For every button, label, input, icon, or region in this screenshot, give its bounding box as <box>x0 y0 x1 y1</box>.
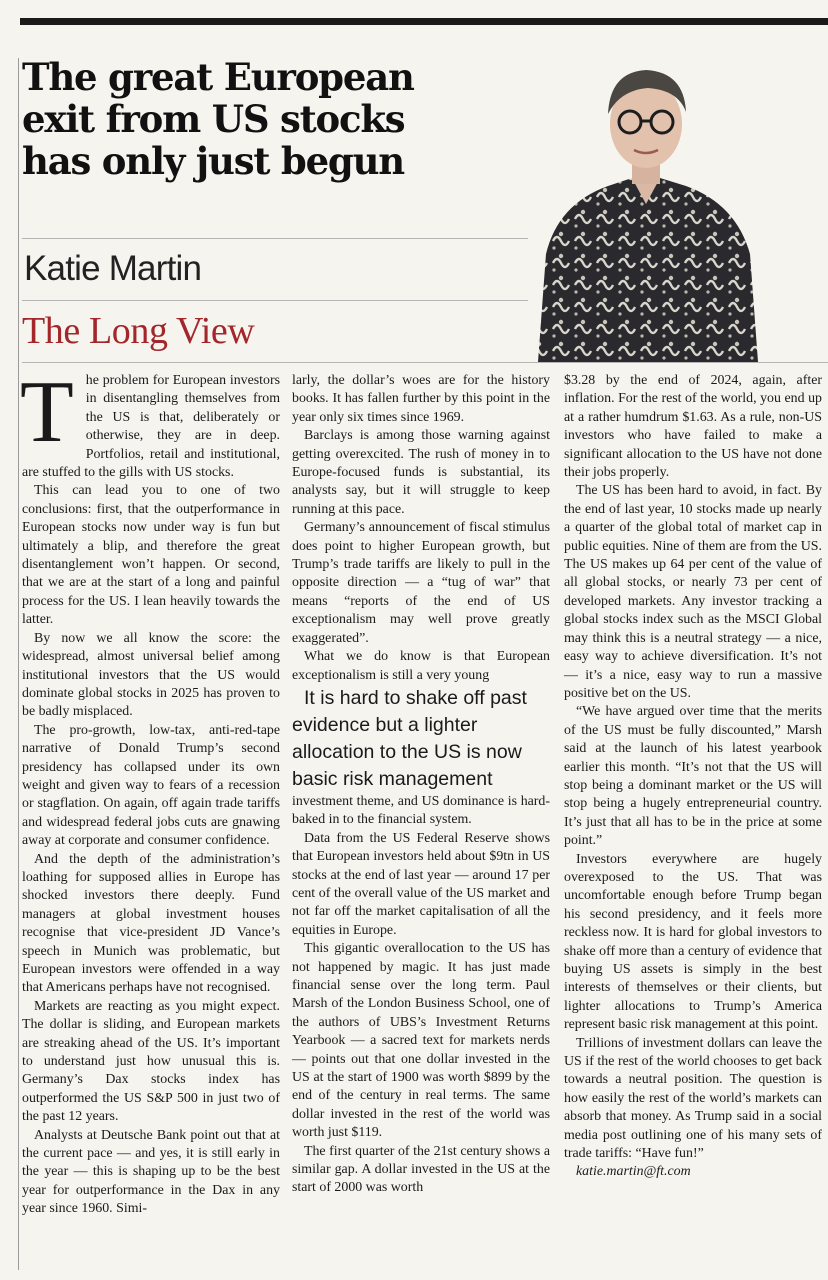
author-portrait <box>528 54 764 362</box>
column-name: The Long View <box>22 310 255 352</box>
author-email: katie.martin@ft.com <box>576 1164 691 1180</box>
paragraph: Barclays is among those warning against getting overexcited. The rush of money in to Europe-focused funds is substantial, its analysts say, but it will struggle to keep running at this pace. <box>292 428 550 517</box>
left-margin-rule <box>18 58 19 1270</box>
divider <box>22 238 528 239</box>
paragraph: Markets are reacting as you might expect. The dollar is sliding, and European markets are streaking ahead of the US. It’s important to understand just how unusual this is. Germany’s Dax stocks index has outperformed the US S&P 500 in just two of the past 12 years. <box>22 998 280 1125</box>
article-headline: The great European exit from US stocks has only just begun <box>22 55 414 183</box>
drop-cap: T <box>20 364 74 461</box>
article-column-2 <box>292 372 550 1198</box>
paragraph: Data from the US Federal Reserve shows that European investors held about $9tn in US stocks at the end of last year — around 17 per cent of the overall value of the US market and not far off the market capitalisation of all the equities in Europe. <box>292 830 550 938</box>
paragraph: The first quarter of the 21st century shows a similar gap. A dollar invested in the US at the start of 2000 was worth <box>292 1143 550 1196</box>
top-rule <box>20 18 828 25</box>
paragraph: This gigantic overallocation to the US has not happened by magic. It has just made financial sense over the long term. Paul Marsh of the London Business School, one of the authors of UBS’s Investment Returns Yearbook — a sacred text for markets nerds — points out that one dollar invested in the US at the start of 1900 was worth $899 by the end of the century in real terms. The same dollar invested in the rest of the world was worth just $119. <box>292 941 550 1141</box>
paragraph: The pro-growth, low-tax, anti-red-tape narrative of Donald Trump’s second presidency has collapsed under its own weight and given way to fears of a recession or stagflation. On again, off again trade tariffs and widespread federal jobs cuts are gnawing away at corporate and consumer confidence. <box>22 722 280 849</box>
pull-quote: It is hard to shake off past evidence but a lighter allocation to the US is now basic risk management <box>292 686 527 790</box>
paragraph: investment theme, and US dominance is hard-baked in to the financial system. <box>292 793 550 828</box>
article-column-1 <box>20 364 280 1219</box>
paragraph: Investors everywhere are hugely overexposed to the US. That was uncomfortable enough before Trump began his second presidency, and it feels more reckless now. It is hard for global investors to shake off more than a century of evidence that buying US assets is simply in the best interests of themselves or their clients, but lighter allocations to Trump’s America represent basic risk management at this point. <box>564 851 822 1033</box>
article-column-3 <box>564 372 822 1182</box>
paragraph: This can lead you to one of two conclusions: first, that the outperformance in European stocks now under way is fun but ultimately a blip, and therefore the great disentanglement won’t happen. Or second, that we are at the start of a long and painful process for the US. I lean heavily towards the latter. <box>22 483 280 628</box>
paragraph: What we do know is that European exceptionalism is still a very young <box>292 649 550 683</box>
paragraph: Analysts at Deutsche Bank point out that at the current pace — and yes, it is still early in the year — this is shaping up to be the best year for outperformance in the Dax in any year since 1960. Simi- <box>22 1127 280 1217</box>
paragraph: he problem for European investors in disentangling themselves from the US is that, deliberately or otherwise, they are in deep. Portfolios, retail and institutional, are stuffed to the gills with US stocks. <box>22 373 280 481</box>
paragraph: “We have argued over time that the merits of the US must be fully discounted,” Marsh said at the launch of his latest yearbook earlier this month. “It’s not that the US will stop being a dominant market or the US will stop being a hugely entrepreneurial country. It’s just that all has to be in the price at some point.” <box>564 704 822 849</box>
paragraph: And the depth of the administration’s loathing for supposed allies in Europe has shocked investors there deeply. Fund managers at global investment houses recognise that vice-president JD Vance’s speech in Munich was problematic, but European investors were offended in a way that Americans perhaps have not recognised. <box>22 851 280 996</box>
divider <box>22 300 528 301</box>
paragraph: The US has been hard to avoid, in fact. By the end of last year, 10 stocks made up nearly a quarter of the global total of market cap in public equities. Nine of them are from the US. The US makes up 64 per cent of the value of all global stocks, or nearly 73 per cent of developed markets. Any investor tracking a global stocks index such as the MSCI Global may think this is a neutral strategy — a nice, easy way to achieve diversification. It’s not — it’s a nice, easy way to run a massive positive bet on the US. <box>564 483 822 701</box>
author-byline: Katie Martin <box>24 249 202 288</box>
divider <box>22 362 828 363</box>
paragraph: Trillions of investment dollars can leave the US if the rest of the world chooses to get back towards a neutral position. The question is how easily the rest of the world’s markets can absorb that money. As Trump said in a social media post outlining one of his many sets of trade tariffs: “Have fun!” <box>564 1035 822 1162</box>
paragraph: By now we all know the score: the widespread, almost universal belief among institutional investors that the US would dominate global stocks in 2025 has proven to be badly misplaced. <box>22 630 280 720</box>
paragraph: $3.28 by the end of 2024, again, after inflation. For the rest of the world, you end up at a rather humdrum $1.63. As a rule, non-US investors who have failed to make a significant allocation to the US have not done their jobs properly. <box>564 373 822 481</box>
paragraph: larly, the dollar’s woes are for the history books. It has fallen further by this point in the year only six times since 1969. <box>292 373 550 425</box>
paragraph: Germany’s announcement of fiscal stimulus does point to higher European growth, but Trump’s trade tariffs are likely to pull in the opposite direction — a “tug of war” that means “reports of the end of US exceptionalism may well prove greatly exaggerated”. <box>292 520 550 646</box>
